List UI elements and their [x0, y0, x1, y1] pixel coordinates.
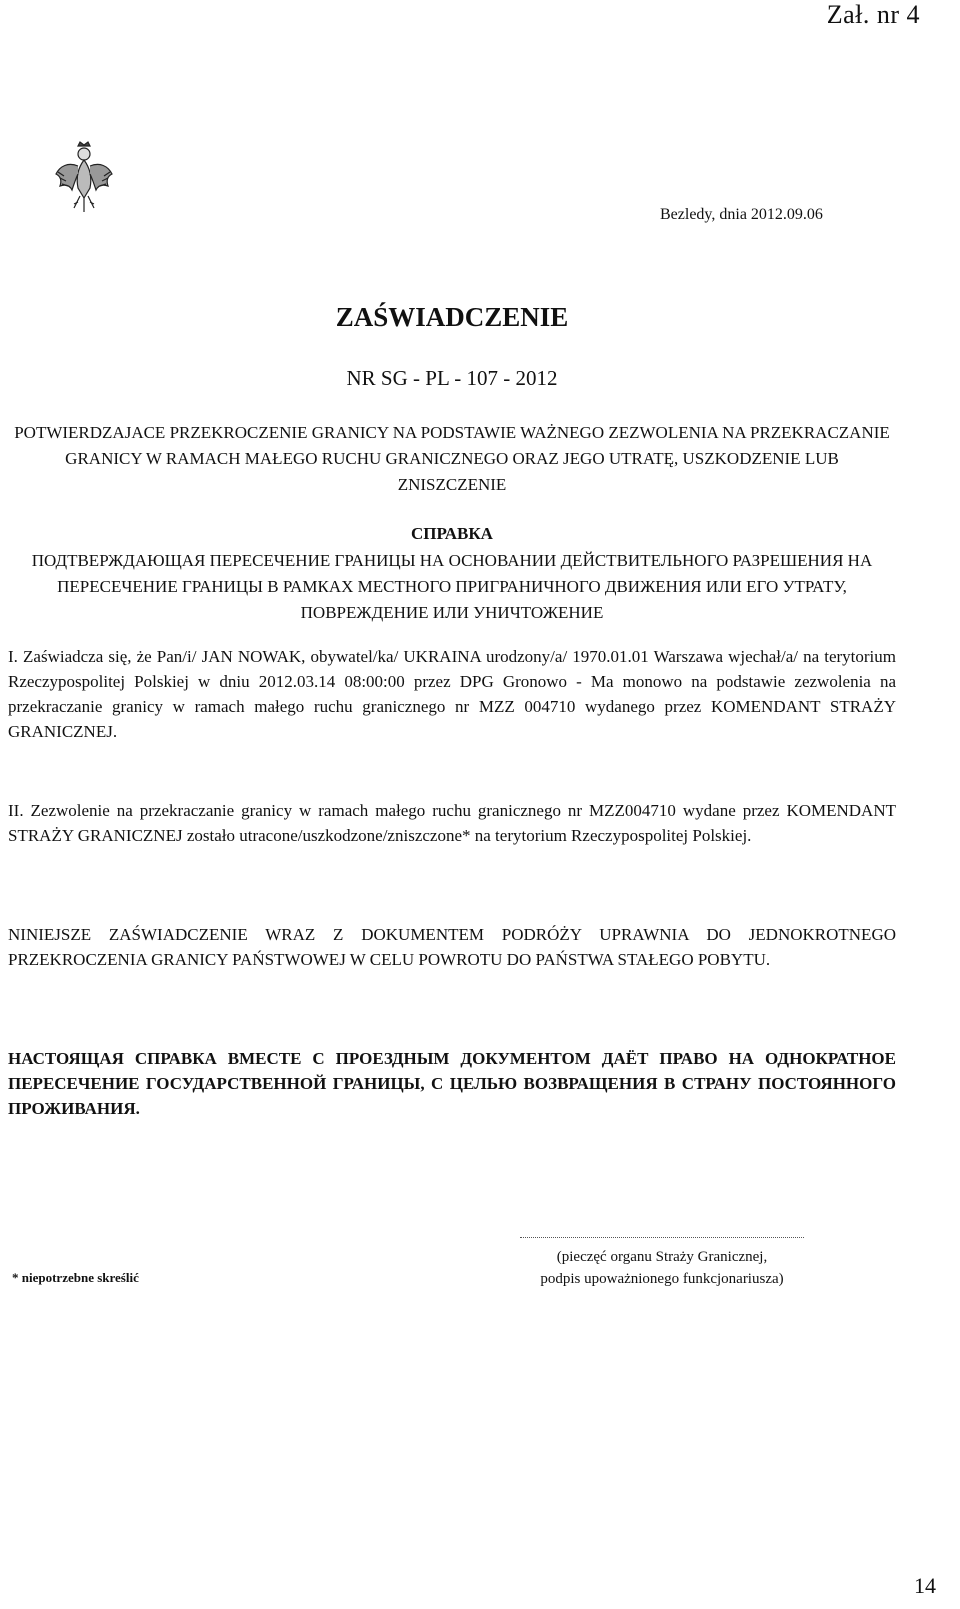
entitlement-paragraph-polish: NINIEJSZE ZAŚWIADCZENIE WRAZ Z DOKUMENTEM PODRÓŻY UPRAWNIA DO JEDNOKROTNEGO PRZEKROCZENIA GRANICY PAŃSTWOWEJ W CELU POWROTU DO PAŃSTWA STAŁEGO POBYTU.	[8, 925, 896, 969]
footnote: * niepotrzebne skreślić	[12, 1270, 139, 1285]
document-title: ZAŚWIADCZENIE	[335, 302, 569, 332]
attachment-label: Zał. nr 4	[826, 0, 920, 29]
signature-line	[520, 1237, 804, 1238]
heading-polish: POTWIERDZAJACE PRZEKROCZENIE GRANICY NA PODSTAWIE WAŻNEGO ZEZWOLENIA NA PRZEKRACZANIE GRANICY W RAMACH MAŁEGO RUCHU GRANICZNEGO ORAZ JEGO UTRATĘ, USZKODZENIE LUB ZNISZCZENIE	[14, 423, 890, 494]
page-number: 14	[914, 1573, 936, 1598]
entitlement-paragraph-russian: НАСТОЯЩАЯ СПРАВКА ВМЕСТЕ С ПРОЕЗДНЫМ ДОКУМЕНТОМ ДАЁТ ПРАВО НА ОДНОКРАТНОЕ ПЕРЕСЕЧЕНИЕ ГОСУДАРСТВЕННОЙ ГРАНИЦЫ, С ЦЕЛЬЮ ВОЗВРАЩЕНИЯ В СТРАНУ ПОСТОЯННОГО ПРОЖИВАНИЯ.	[8, 1049, 896, 1118]
signature-caption-line-1: (pieczęć organu Straży Granicznej,	[556, 1249, 768, 1265]
russian-title: СПРАВКА	[411, 524, 493, 543]
section-one: I. Zaświadcza się, że Pan/i/ JAN NOWAK, obywatel/ka/ UKRAINA urodzony/a/ 1970.01.01 Warszawa wjechał/a/ na terytorium Rzeczypospolitej Polskiej w dniu 2012.03.14 08:00:00 przez DPG Gronowo - Ma monowo na podstawie zezwolenia na przekraczanie granicy w ramach małego ruchu granicznego nr MZZ 004710 wydanego przez KOMENDANT STRAŻY GRANICZNEJ.	[8, 647, 896, 741]
heading-russian: ПОДТВЕРЖДАЮЩАЯ ПЕРЕСЕЧЕНИЕ ГРАНИЦЫ НА ОСНОВАНИИ ДЕЙСТВИТЕЛЬНОГО РАЗРЕШЕНИЯ НА ПЕРЕСЕЧЕНИЕ ГРАНИЦЫ В РАМКАХ МЕСТНОГО ПРИГРАНИЧНОГО ДВИЖЕНИЯ ИЛИ ЕГО УТРАТУ, ПОВРЕЖДЕНИЕ ИЛИ УНИЧТОЖЕНИЕ	[31, 551, 873, 622]
place-date: Bezledy, dnia 2012.09.06	[660, 206, 823, 223]
signature-caption	[510, 1246, 814, 1290]
document-number: NR SG - PL - 107 - 2012	[346, 366, 558, 390]
signature-caption-line-2: podpis upoważnionego funkcjonariusza)	[540, 1271, 784, 1287]
polish-eagle-icon	[52, 140, 116, 214]
section-two: II. Zezwolenie na przekraczanie granicy w ramach małego ruchu granicznego nr MZZ004710 wydane przez KOMENDANT STRAŻY GRANICZNEJ zostało utracone/uszkodzone/zniszczone* na terytorium Rzeczypospolitej Polskiej.	[8, 801, 896, 845]
